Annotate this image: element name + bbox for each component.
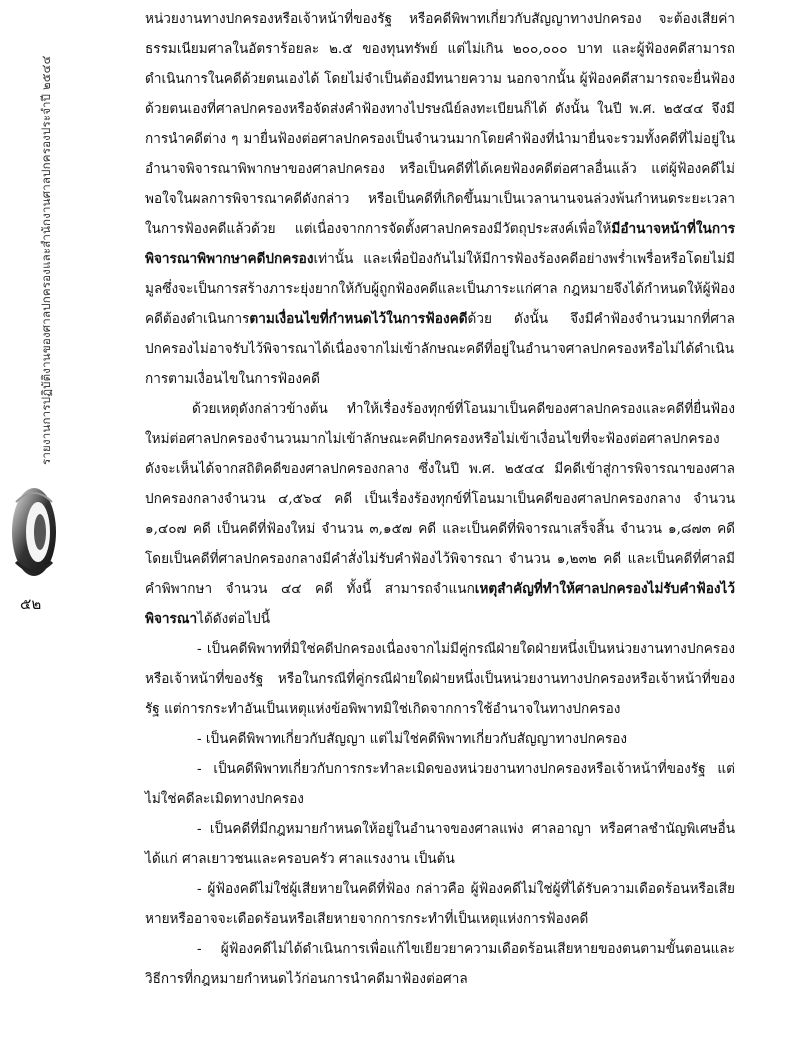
running-title-text: รายงานการปฏิบัติงานของศาลปกครองและสำนักงานศาลปกครองประจำปี ๒๕๔๔	[39, 55, 53, 465]
body-text	[145, 4, 735, 994]
list-item: - เป็นคดีพิพาทที่มิใช่คดีปกครองเนื่องจากไม่มีคู่กรณีฝ่ายใดฝ่ายหนึ่งเป็นหน่วยงานทางปกครองหรือเจ้าหน้าที่ของรัฐ หรือในกรณีที่คู่กรณีฝ่ายใดฝ่ายหนึ่งเป็นหน่วยงานทางปกครองหรือเจ้าหน้าที่ของรัฐ แต่การกระทำอันเป็นเหตุแห่งข้อพิพาทมิใช่เกิดจากการใช้อำนาจในทางปกครอง	[145, 641, 735, 717]
bold-phrase: เหตุสำคัญที่ทำให้ศาลปกครองไม่รับคำฟ้องไว้พิจารณา	[145, 581, 735, 627]
list-item: - เป็นคดีพิพาทเกี่ยวกับการกระทำละเมิดของหน่วยงานทางปกครองหรือเจ้าหน้าที่ของรัฐ แต่ไม่ใช่คดีละเมิดทางปกครอง	[145, 761, 735, 807]
list-item: - เป็นคดีที่มีกฎหมายกำหนดให้อยู่ในอำนาจของศาลแพ่ง ศาลอาญา หรือศาลชำนัญพิเศษอื่น ได้แก่ ศาลเยาวชนและครอบครัว ศาลแรงงาน เป็นต้น	[145, 821, 735, 867]
page-number: ๕๒	[20, 595, 42, 613]
paragraph-2: ด้วยเหตุดังกล่าวข้างต้น ทำให้เรื่องร้องทุกข์ที่โอนมาเป็นคดีของศาลปกครองและคดีที่ยื่นฟ้องใหม่ต่อศาลปกครองจำนวนมากไม่เข้าลักษณะคดีปกครองหรือไม่เข้าเงื่อนไขที่จะฟ้องต่อศาลปกครอง ดังจะเห็นได้จากสถิติคดีของศาลปกครองกลาง ซึ่งในปี พ.ศ. ๒๕๔๔ มีคดีเข้าสู่การพิจารณาของศาลปกครองกลางจำนวน ๔,๕๖๔ คดี เป็นเรื่องร้องทุกข์ที่โอนมาเป็นคดีของศาลปกครองกลาง จำนวน ๑,๔๐๗ คดี เป็นคดีที่ฟ้องใหม่ จำนวน ๓,๑๕๗ คดี และเป็นคดีที่พิจารณาเสร็จสิ้น จำนวน ๑,๘๗๓ คดี โดยเป็นคดีที่ศาลปกครองกลางมีคำสั่งไม่รับคำฟ้องไว้พิจารณา จำนวน ๑,๒๓๒ คดี และเป็นคดีที่ศาลมีคำพิพากษา จำนวน ๔๔ คดี ทั้งนี้ สามารถจำแนกเหตุสำคัญที่ทำให้ศาลปกครองไม่รับคำฟ้องไว้พิจารณาได้ดังต่อไปนี้	[145, 401, 735, 627]
bold-phrase: ตามเงื่อนไขที่กำหนดไว้ในการฟ้องคดี	[249, 311, 468, 327]
list-item: - ผู้ฟ้องคดีไม่ได้ดำเนินการเพื่อแก้ไขเยียวยาความเดือดร้อนเสียหายของตนตามขั้นตอนและวิธีการที่กฎหมายกำหนดไว้ก่อนการนำคดีมาฟ้องต่อศาล	[145, 941, 735, 987]
ring-emblem-icon	[8, 482, 60, 582]
paragraph-1: หน่วยงานทางปกครองหรือเจ้าหน้าที่ของรัฐ หรือคดีพิพาทเกี่ยวกับสัญญาทางปกครอง จะต้องเสียค่าธรรมเนียมศาลในอัตราร้อยละ ๒.๕ ของทุนทรัพย์ แต่ไม่เกิน ๒๐๐,๐๐๐ บาท และผู้ฟ้องคดีสามารถดำเนินการในคดีด้วยตนเองได้ โดยไม่จำเป็นต้องมีทนายความ นอกจากนั้น ผู้ฟ้องคดีสามารถจะยื่นฟ้องด้วยตนเองที่ศาลปกครองหรือจัดส่งคำฟ้องทางไปรษณีย์ลงทะเบียนก็ได้ ดังนั้น ในปี พ.ศ. ๒๕๔๔ จึงมีการนำคดีต่าง ๆ มายื่นฟ้องต่อศาลปกครองเป็นจำนวนมากโดยคำฟ้องที่นำมายื่นจะรวมทั้งคดีที่ไม่อยู่ในอำนาจพิจารณาพิพากษาของศาลปกครอง หรือเป็นคดีที่ได้เคยฟ้องคดีต่อศาลอื่นแล้ว แต่ผู้ฟ้องคดีไม่พอใจในผลการพิจารณาคดีดังกล่าว หรือเป็นคดีที่เกิดขึ้นมาเป็นเวลานานจนล่วงพ้นกำหนดระยะเวลาในการฟ้องคดีแล้วด้วย แต่เนื่องจากการจัดตั้งศาลปกครองมีวัตถุประสงค์เพื่อให้มีอำนาจหน้าที่ในการพิจารณาพิพากษาคดีปกครองเท่านั้น และเพื่อป้องกันไม่ให้มีการฟ้องร้องคดีอย่างพร่ำเพรื่อหรือโดยไม่มีมูลซึ่งจะเป็นการสร้างภาระยุ่งยากให้กับผู้ถูกฟ้องคดีและเป็นภาระแก่ศาล กฎหมายจึงได้กำหนดให้ผู้ฟ้องคดีต้องดำเนินการตามเงื่อนไขที่กำหนดไว้ในการฟ้องคดีด้วย ดังนั้น จึงมีคำฟ้องจำนวนมากที่ศาลปกครองไม่อาจรับไว้พิจารณาได้เนื่องจากไม่เข้าลักษณะคดีที่อยู่ในอำนาจศาลปกครองหรือไม่ได้ดำเนินการตามเงื่อนไขในการฟ้องคดี	[145, 11, 735, 387]
list-item: - ผู้ฟ้องคดีไม่ใช่ผู้เสียหายในคดีที่ฟ้อง กล่าวคือ ผู้ฟ้องคดีไม่ใช่ผู้ที่ได้รับความเดือดร้อนหรือเสียหายหรืออาจจะเดือดร้อนหรือเสียหายจากการกระทำที่เป็นเหตุแห่งการฟ้องคดี	[145, 881, 735, 927]
bold-phrase: มีอำนาจหน้าที่ในการพิจารณาพิพากษาคดีปกครอง	[145, 221, 735, 267]
list-item: - เป็นคดีพิพาทเกี่ยวกับสัญญา แต่ไม่ใช่คดีพิพาทเกี่ยวกับสัญญาทางปกครอง	[197, 731, 628, 747]
